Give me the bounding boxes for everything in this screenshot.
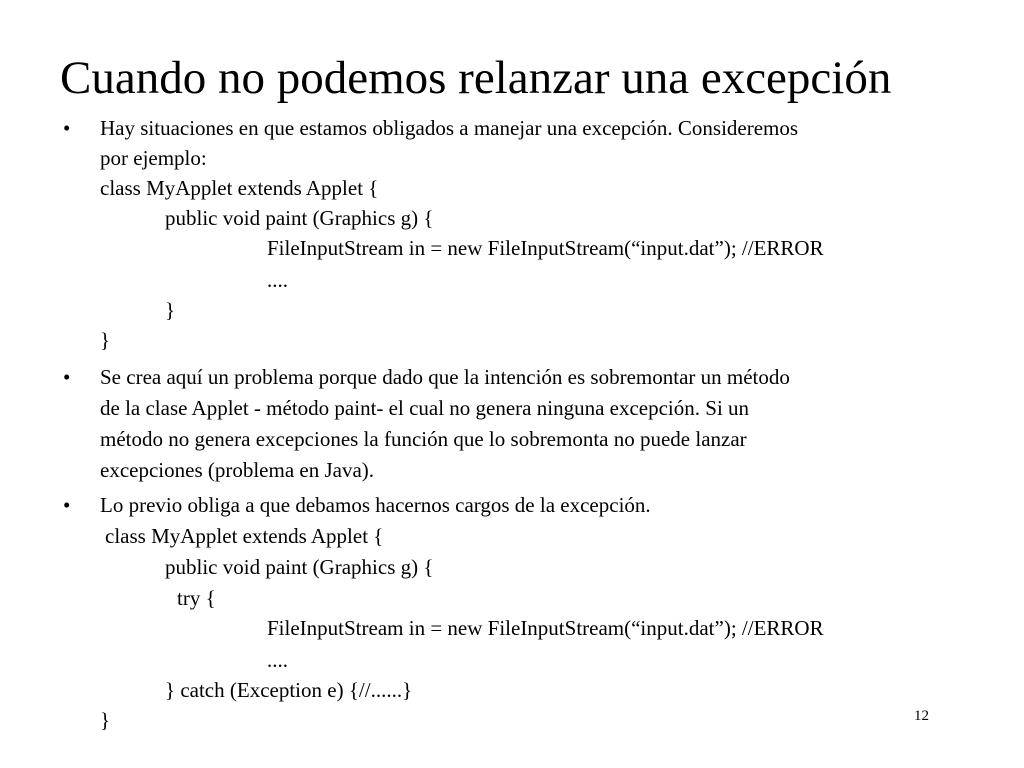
slide-title: Cuando no podemos relanzar una excepción: [60, 52, 892, 104]
code-line: try {: [177, 586, 216, 610]
bullet-marker: •: [63, 365, 71, 389]
code-line: }: [165, 298, 176, 322]
bullet-2-text-line: de la clase Applet - método paint- el cual no genera ninguna excepción. Si un: [100, 396, 750, 420]
bullet-2-text-line: excepciones (problema en Java).: [100, 458, 375, 482]
bullet-3-text-line: Lo previo obliga a que debamos hacernos cargos de la excepción.: [100, 493, 651, 517]
bullet-2-text-line: método no genera excepciones la función que lo sobremonta no puede lanzar: [100, 427, 747, 451]
code-line: class MyApplet extends Applet {: [105, 524, 384, 548]
bullet-marker: •: [63, 116, 71, 140]
code-line: }: [100, 708, 111, 732]
code-line: class MyApplet extends Applet {: [100, 176, 379, 200]
bullet-1-text-line: por ejemplo:: [100, 146, 207, 170]
bullet-2-text-line: Se crea aquí un problema porque dado que la intención es sobremontar un método: [100, 365, 790, 389]
page-number: 12: [914, 708, 929, 724]
bullet-marker: •: [63, 493, 71, 517]
bullet-1-text-line: Hay situaciones en que estamos obligados a manejar una excepción. Consideremos: [100, 116, 799, 140]
code-line: }: [100, 328, 111, 352]
code-line: public void paint (Graphics g) {: [165, 206, 434, 230]
code-line: FileInputStream in = new FileInputStream(“input.dat”); //ERROR: [267, 236, 824, 260]
code-line: ....: [267, 268, 288, 292]
code-line: ....: [267, 648, 288, 672]
code-line: public void paint (Graphics g) {: [165, 555, 434, 579]
code-line: } catch (Exception e) {//......}: [165, 678, 413, 702]
code-line: FileInputStream in = new FileInputStream(“input.dat”); //ERROR: [267, 616, 824, 640]
